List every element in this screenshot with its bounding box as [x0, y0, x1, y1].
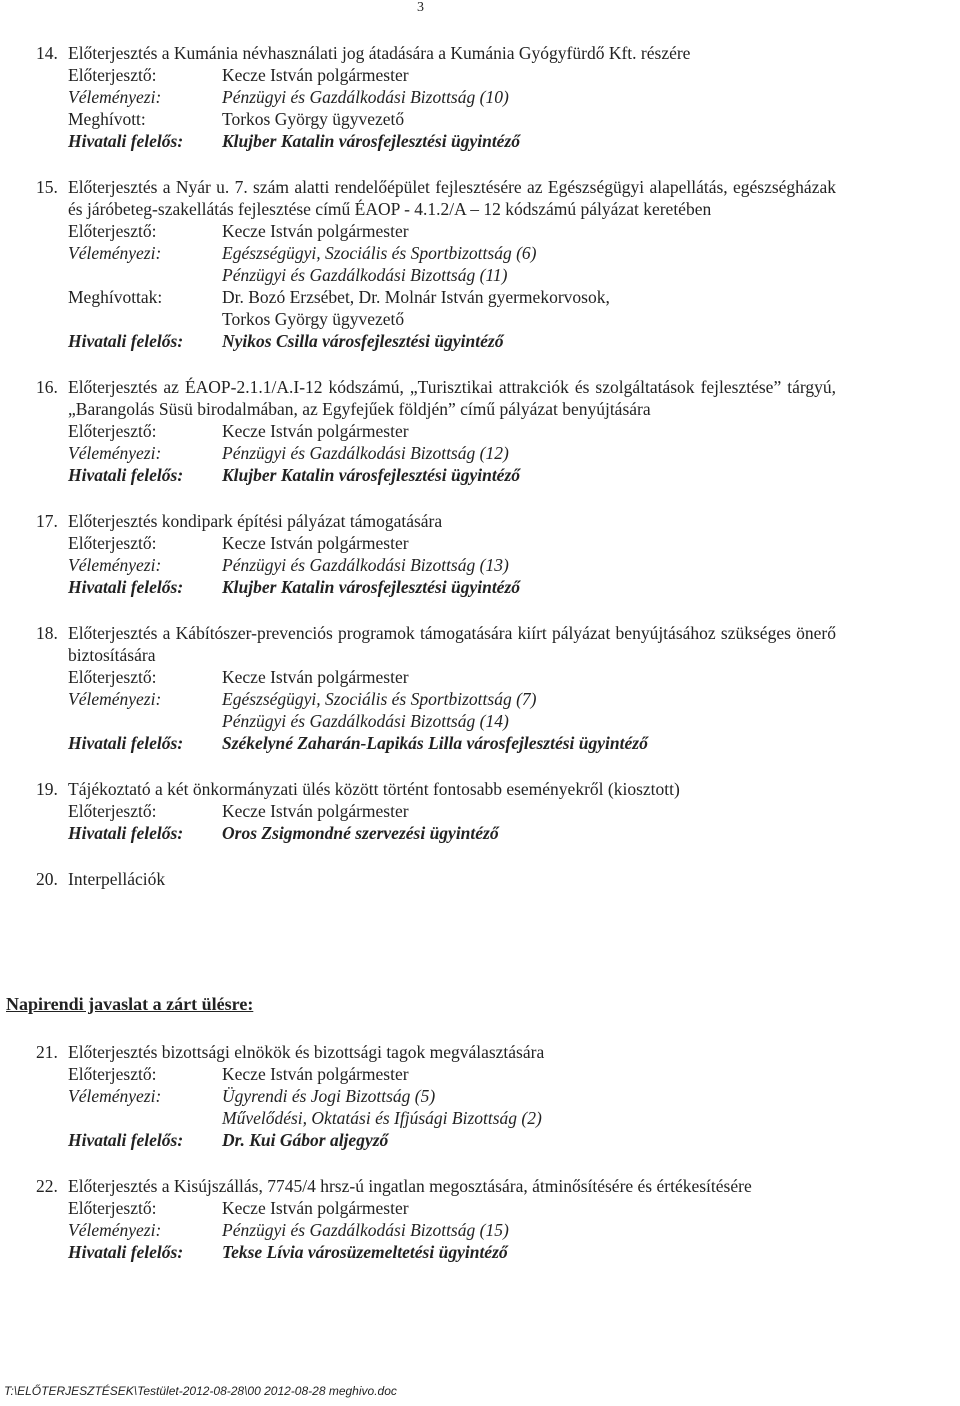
detail-label: Előterjesztő:	[68, 221, 157, 241]
detail-value-line: Pénzügyi és Gazdálkodási Bizottság (14)	[222, 711, 509, 731]
agenda-item-title-row	[36, 376, 836, 420]
agenda-item-title: Előterjesztés a Kumánia névhasználati jog átadására a Kumánia Gyógyfürdő Kft. részére	[68, 43, 691, 63]
detail-values	[222, 64, 836, 86]
detail-value-line: Kecze István polgármester	[222, 1198, 409, 1218]
detail-row	[68, 64, 836, 86]
detail-row	[68, 822, 836, 844]
detail-label: Hivatali felelős:	[68, 823, 184, 843]
agenda-item-details	[68, 420, 836, 486]
agenda-item-number: 19.	[36, 779, 58, 799]
detail-row	[68, 130, 836, 152]
detail-values	[222, 220, 836, 242]
agenda-item	[36, 510, 836, 598]
detail-values	[222, 108, 836, 130]
detail-row	[68, 800, 836, 822]
detail-value-line: Kecze István polgármester	[222, 667, 409, 687]
detail-row	[68, 464, 836, 486]
agenda-item-number: 18.	[36, 623, 58, 643]
detail-row	[68, 554, 836, 576]
agenda-item-number: 17.	[36, 511, 58, 531]
agenda-item-title-row	[36, 510, 836, 532]
detail-label: Előterjesztő:	[68, 65, 157, 85]
detail-value-line: Nyikos Csilla városfejlesztési ügyintéző	[222, 331, 504, 351]
detail-label: Véleményezi:	[68, 87, 162, 107]
detail-values	[222, 666, 836, 688]
detail-values	[222, 420, 836, 442]
detail-label: Hivatali felelős:	[68, 131, 184, 151]
agenda-item-title: Előterjesztés az ÉAOP-2.1.1/A.I-12 kódszámú, „Turisztikai attrakciók és szolgáltatások fejlesztése” tárgyú, „Barangolás Süsü birodalmában, az Egyfejűek földjén” című pályázat benyújtására	[68, 377, 836, 419]
detail-row	[68, 330, 836, 352]
detail-row	[68, 576, 836, 598]
detail-value-line: Pénzügyi és Gazdálkodási Bizottság (13)	[222, 555, 509, 575]
agenda-item	[36, 1041, 836, 1151]
detail-value-line: Torkos György ügyvezető	[222, 309, 405, 329]
agenda-list	[36, 42, 836, 914]
detail-values	[222, 464, 836, 486]
detail-row	[68, 688, 836, 732]
agenda-item-details	[68, 64, 836, 152]
detail-row	[68, 442, 836, 464]
detail-values	[222, 442, 836, 464]
detail-value-line: Művelődési, Oktatási és Ifjúsági Bizottság (2)	[222, 1108, 542, 1128]
agenda-item-number: 22.	[36, 1176, 58, 1196]
agenda-item-details	[68, 1197, 836, 1263]
detail-values	[222, 1063, 836, 1085]
detail-values	[222, 242, 836, 286]
detail-values	[222, 1241, 836, 1263]
agenda-item-details	[68, 220, 836, 352]
detail-value-line: Kecze István polgármester	[222, 801, 409, 821]
detail-value-line: Oros Zsigmondné szervezési ügyintéző	[222, 823, 499, 843]
agenda-item-title-row	[36, 778, 836, 800]
detail-label: Véleményezi:	[68, 1086, 162, 1106]
agenda-item-title-row	[36, 622, 836, 666]
agenda-item-title-row	[36, 1175, 836, 1197]
detail-label: Előterjesztő:	[68, 667, 157, 687]
detail-value-line: Dr. Bozó Erzsébet, Dr. Molnár István gyermekorvosok,	[222, 287, 610, 307]
detail-row	[68, 220, 836, 242]
agenda-item-number: 16.	[36, 377, 58, 397]
detail-value-line: Kecze István polgármester	[222, 421, 409, 441]
detail-values	[222, 86, 836, 108]
detail-row	[68, 286, 836, 330]
agenda-item	[36, 778, 836, 844]
detail-label: Hivatali felelős:	[68, 733, 184, 753]
agenda-item-title: Előterjesztés a Nyár u. 7. szám alatti rendelőépület fejlesztésére az Egészségügyi alapellátás, egészségházak és járóbeteg-szakellátás fejlesztése című ÉAOP - 4.1.2/A – 12 kódszámú pályázat keretében	[68, 177, 836, 219]
detail-values	[222, 688, 836, 732]
detail-label: Véleményezi:	[68, 689, 162, 709]
detail-row	[68, 1129, 836, 1151]
detail-row	[68, 1197, 836, 1219]
detail-value-line: Egészségügyi, Szociális és Sportbizottság (7)	[222, 689, 537, 709]
agenda-item-number: 21.	[36, 1042, 58, 1062]
agenda-item-details	[68, 532, 836, 598]
detail-values	[222, 330, 836, 352]
agenda-item-title-row	[36, 42, 836, 64]
agenda-item	[36, 176, 836, 352]
detail-value-line: Székelyné Zaharán-Lapikás Lilla városfejlesztési ügyintéző	[222, 733, 648, 753]
detail-row	[68, 86, 836, 108]
detail-label: Hivatali felelős:	[68, 1130, 184, 1150]
detail-values	[222, 732, 836, 754]
detail-value-line: Ügyrendi és Jogi Bizottság (5)	[222, 1086, 436, 1106]
detail-row	[68, 1063, 836, 1085]
agenda-item	[36, 1175, 836, 1263]
detail-label: Véleményezi:	[68, 555, 162, 575]
detail-value-line: Pénzügyi és Gazdálkodási Bizottság (11)	[222, 265, 508, 285]
detail-values	[222, 576, 836, 598]
detail-row	[68, 242, 836, 286]
detail-row	[68, 1241, 836, 1263]
detail-value-line: Pénzügyi és Gazdálkodási Bizottság (12)	[222, 443, 509, 463]
detail-values	[222, 1129, 836, 1151]
detail-value-line: Klujber Katalin városfejlesztési ügyintéző	[222, 577, 521, 597]
detail-values	[222, 822, 836, 844]
detail-value-line: Kecze István polgármester	[222, 221, 409, 241]
footer-file-path: T:\ELŐTERJESZTÉSEK\Testület-2012-08-28\00 2012-08-28 meghivo.doc	[4, 1384, 397, 1398]
agenda-item-details	[68, 800, 836, 844]
agenda-item-details	[68, 666, 836, 754]
detail-row	[68, 420, 836, 442]
detail-value-line: Klujber Katalin városfejlesztési ügyintéző	[222, 465, 521, 485]
agenda-item-number: 20.	[36, 869, 58, 889]
detail-label: Véleményezi:	[68, 1220, 162, 1240]
detail-value-line: Dr. Kui Gábor aljegyző	[222, 1130, 389, 1150]
agenda-item-title: Előterjesztés kondipark építési pályázat támogatására	[68, 511, 443, 531]
detail-value-line: Tekse Lívia városüzemeltetési ügyintéző	[222, 1242, 508, 1262]
detail-value-line: Torkos György ügyvezető	[222, 109, 405, 129]
detail-label: Véleményezi:	[68, 443, 162, 463]
agenda-item-details	[68, 1063, 836, 1151]
agenda-item	[36, 868, 836, 890]
agenda-item-title-row	[36, 176, 836, 220]
detail-value-line: Egészségügyi, Szociális és Sportbizottság (6)	[222, 243, 537, 263]
detail-label: Hivatali felelős:	[68, 577, 184, 597]
detail-label: Meghívott:	[68, 109, 146, 129]
detail-row	[68, 532, 836, 554]
detail-values	[222, 130, 836, 152]
detail-label: Előterjesztő:	[68, 1064, 157, 1084]
detail-value-line: Kecze István polgármester	[222, 65, 409, 85]
detail-value-line: Pénzügyi és Gazdálkodási Bizottság (10)	[222, 87, 509, 107]
agenda-item	[36, 42, 836, 152]
agenda-item	[36, 622, 836, 754]
detail-row	[68, 1085, 836, 1129]
detail-label: Hivatali felelős:	[68, 331, 184, 351]
detail-values	[222, 532, 836, 554]
detail-label: Előterjesztő:	[68, 533, 157, 553]
detail-values	[222, 1219, 836, 1241]
detail-values	[222, 800, 836, 822]
agenda-item-title: Előterjesztés bizottsági elnökök és bizottsági tagok megválasztására	[68, 1042, 545, 1062]
detail-row	[68, 666, 836, 688]
closed-session-heading: Napirendi javaslat a zárt ülésre:	[6, 994, 254, 1014]
detail-row	[68, 108, 836, 130]
agenda-item-title: Interpellációk	[68, 869, 166, 889]
agenda-item-number: 14.	[36, 43, 58, 63]
detail-value-line: Pénzügyi és Gazdálkodási Bizottság (15)	[222, 1220, 509, 1240]
page-number: 3	[417, 0, 424, 15]
detail-values	[222, 1085, 836, 1129]
detail-label: Előterjesztő:	[68, 421, 157, 441]
detail-row	[68, 732, 836, 754]
detail-values	[222, 1197, 836, 1219]
closed-agenda-list	[36, 1041, 836, 1287]
agenda-item-title-row	[36, 868, 836, 890]
detail-label: Hivatali felelős:	[68, 465, 184, 485]
detail-label: Előterjesztő:	[68, 801, 157, 821]
agenda-item	[36, 376, 836, 486]
agenda-item-number: 15.	[36, 177, 58, 197]
agenda-item-title: Tájékoztató a két önkormányzati ülés között történt fontosabb eseményekről (kiosztott)	[68, 779, 680, 799]
detail-values	[222, 286, 836, 330]
agenda-item-title: Előterjesztés a Kisújszállás, 7745/4 hrsz-ú ingatlan megosztására, átminősítésére és értékesítésére	[68, 1176, 752, 1196]
detail-label: Hivatali felelős:	[68, 1242, 184, 1262]
detail-label: Meghívottak:	[68, 287, 163, 307]
agenda-item-title-row	[36, 1041, 836, 1063]
detail-values	[222, 554, 836, 576]
detail-value-line: Klujber Katalin városfejlesztési ügyintéző	[222, 131, 521, 151]
agenda-item-title: Előterjesztés a Kábítószer-prevenciós programok támogatására kiírt pályázat benyújtásához szükséges önerő biztosítására	[68, 623, 836, 665]
detail-label: Előterjesztő:	[68, 1198, 157, 1218]
detail-value-line: Kecze István polgármester	[222, 1064, 409, 1084]
detail-row	[68, 1219, 836, 1241]
detail-value-line: Kecze István polgármester	[222, 533, 409, 553]
detail-label: Véleményezi:	[68, 243, 162, 263]
